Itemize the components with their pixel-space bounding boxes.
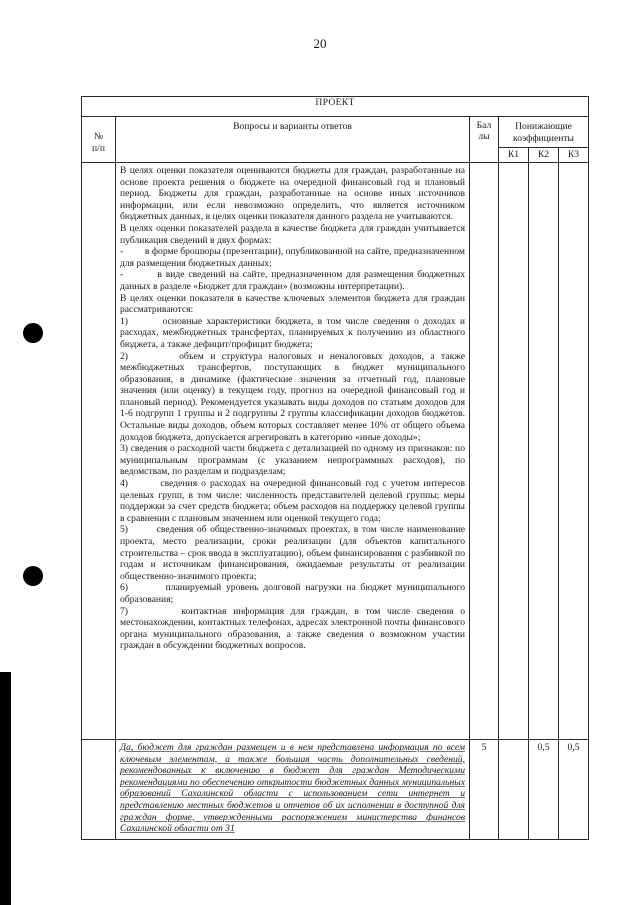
paragraph: В целях оценки показателя в качестве ключевых элементов бюджета для граждан рассматриваются: <box>120 292 465 316</box>
list-item: 1) основные характеристики бюджета, в том числе сведения о доходах и расходах, межбюджетных трансфертах, планируемых к получению из областного бюджета, а также дефицит/профицит бюджета; <box>120 315 465 350</box>
question-description-cell <box>116 163 470 740</box>
row-number-cell <box>82 163 116 740</box>
score-column-header: Бал лы <box>470 117 499 163</box>
answer-k2: 0,5 <box>529 740 559 840</box>
k1-header: К1 <box>499 148 529 163</box>
k3-header: К3 <box>559 148 589 163</box>
k3-cell <box>559 163 589 740</box>
score-cell <box>470 163 499 740</box>
list-item: 5) сведения об общественно-значимых проектах, в том числе наименование проекта, место реализации, сроки реализации (для объектов капитального строительства – срок ввода в эксплуатацию), объем финансирования с разбивкой по годам и источникам финансирования, ожидаемые результаты от реализации общественно-значимого проекта; <box>120 524 465 582</box>
list-item: - в форме брошюры (презентации), опубликованной на сайте, предназначенном для размещения бюджетных данных; <box>120 246 465 269</box>
page-number: 20 <box>313 36 327 51</box>
list-item: 3) сведения о расходной части бюджета с детализацией по одному из признаков: по муниципальным программам (с указанием непрограммных расходов), по ведомствам, по разделам и подразделам; <box>120 443 465 478</box>
list-item: 4) сведения о расходах на очередной финансовый год с учетом интересов целевых групп, в том числе: численность представителей целевой группы; меры поддержки за счет средств бюджета; объем расходов на поддержку целевой группы в сравнении с плановым значением или оценкой текущего года; <box>120 478 465 524</box>
table-title: ПРОЕКТ <box>82 97 589 117</box>
list-item: 6) планируемый уровень долговой нагрузки на бюджет муниципального образования; <box>120 582 465 605</box>
answer-score: 5 <box>470 740 499 840</box>
scan-edge-shadow <box>0 672 11 905</box>
question-column-header: Вопросы и варианты ответов <box>116 117 470 163</box>
k1-cell <box>499 163 529 740</box>
answer-option-text: Да, бюджет для граждан размещен и в нем представлена информация по всем ключевым элементам, а также большая часть дополнительных сведений, рекомендованных к включению в бюджет для граждан Методическими рекомендациями по обеспечению открытости бюджетных данных муниципальных образований Сахалинской области с использованием сети интернет и представлению местных бюджетов и отчетов об их исполнении в доступной для граждан форме, утвержденными распоряжением министерства финансов Сахалинской области от 31 <box>116 740 470 840</box>
number-column-header: № п/п <box>82 117 116 163</box>
punch-hole-marker <box>23 323 43 343</box>
questionnaire-table <box>81 96 589 840</box>
list-item: 2) объем и структура налоговых и неналоговых доходов, а также межбюджетных трансфертов, поступающих в бюджет муниципального образования, в динамике (фактические значения за отчетный год, плановые значения (или оценку) в текущем году, прогноз на очередной финансовый год и плановый период). Рекомендуется указывать виды доходов по статьям доходов для 1-6 подгрупп 1 группы и 2 подгруппы 2 группы классификации доходов бюджетов. Остальные виды доходов, объем которых составляет менее 10% от общего объема доходов бюджета, допускается агрегировать в категорию «иные доходы»; <box>120 350 465 443</box>
paragraph: В целях оценки показателя оцениваются бюджеты для граждан, разработанные на основе проекта решения о бюджете на очередной финансовый год и плановый период. Бюджеты для граждан, разработанные на основе иных источников информации, или если невозможно определить, что является источником бюджетных данных, в целях оценки показателя данного раздела не учитываются. <box>120 165 465 223</box>
paragraph: В целях оценки показателей раздела в качестве бюджета для граждан учитывается публикация сведений в двух формах: <box>120 222 465 246</box>
coefficients-header: Понижающие коэффициенты <box>499 117 589 148</box>
list-item: - в виде сведений на сайте, предназначенном для размещения бюджетных данных в разделе «Бюджет для граждан» (возможны интерпретации). <box>120 269 465 292</box>
k2-header: К2 <box>529 148 559 163</box>
answer-k3: 0,5 <box>559 740 589 840</box>
row-number-cell <box>82 740 116 840</box>
list-item: 7) контактная информация для граждан, в том числе сведения о местонахождении, контактных телефонах, адресах электронной почты финансового органа муниципального образования, а также сведения о возможном участии граждан в обсуждении бюджетных вопросов. <box>120 605 465 652</box>
k2-cell <box>529 163 559 740</box>
answer-k1 <box>499 740 529 840</box>
punch-hole-marker <box>23 566 43 586</box>
